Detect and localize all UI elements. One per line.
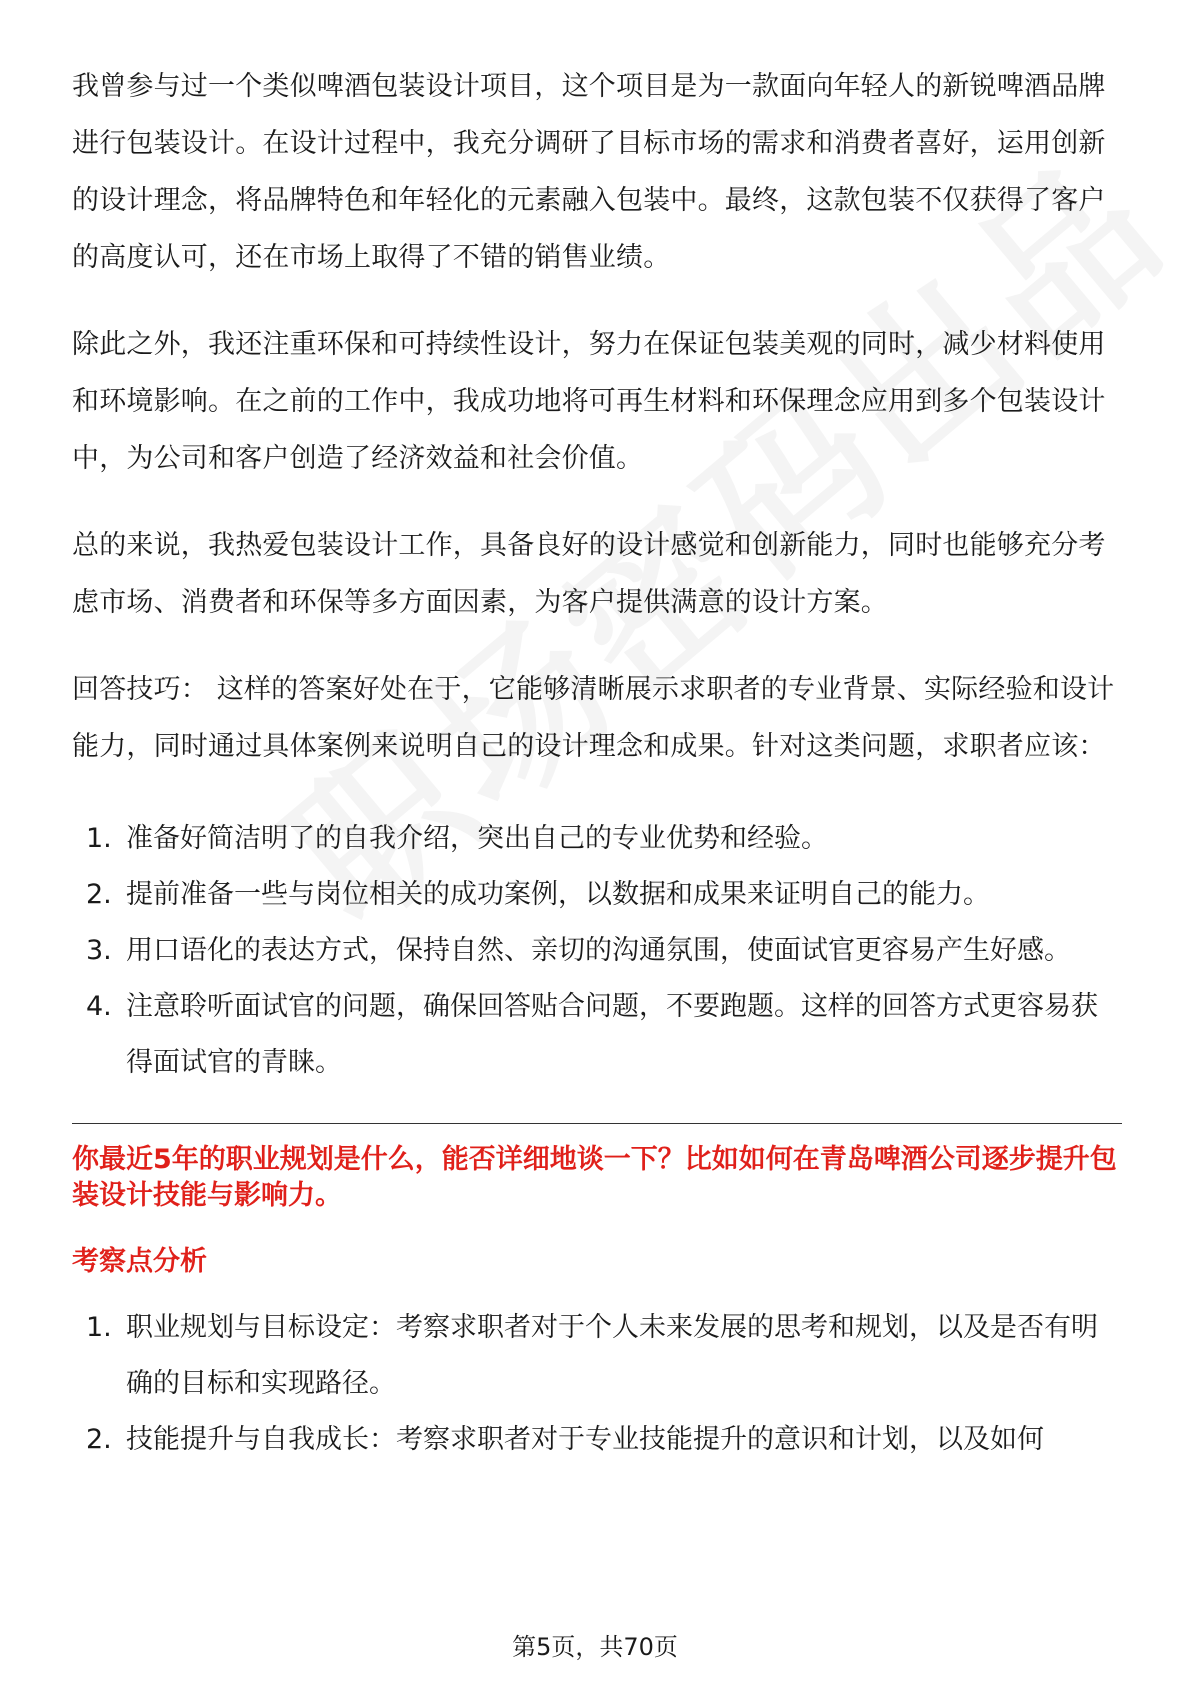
list-item — [72, 1300, 1122, 1412]
list-text: 准备好简洁明了的自我介绍，突出自己的专业优势和经验。 — [126, 823, 828, 854]
list-text: 提前准备一些与岗位相关的成功案例，以数据和成果来证明自己的能力。 — [126, 879, 990, 910]
paragraph-summary: 总的来说，我热爱包装设计工作，具备良好的设计感觉和创新能力，同时也能够充分考虑市场、消费者和环保等多方面因素，为客户提供满意的设计方案。 — [72, 530, 1106, 618]
list-item — [72, 811, 1122, 867]
list-text: 职业规划与目标设定：考察求职者对于个人未来发展的思考和规划，以及是否有明确的目标和实现路径。 — [126, 1312, 1098, 1399]
list-text: 用口语化的表达方式，保持自然、亲切的沟通氛围，使面试官更容易产生好感。 — [126, 935, 1071, 966]
list-item — [72, 979, 1122, 1091]
analysis-list — [72, 1300, 1122, 1468]
list-number: 3. — [86, 935, 112, 966]
list-item — [72, 867, 1122, 923]
list-item — [72, 923, 1122, 979]
analysis-heading: 考察点分析 — [72, 1246, 207, 1277]
list-text: 注意聆听面试官的问题，确保回答贴合问题，不要跑题。这样的回答方式更容易获得面试官的青睐。 — [126, 991, 1098, 1078]
list-item — [72, 1412, 1122, 1468]
section-divider — [72, 1123, 1122, 1124]
interview-question: 你最近5年的职业规划是什么，能否详细地谈一下？比如如何在青岛啤酒公司逐步提升包装设计技能与影响力。 — [72, 1144, 1117, 1211]
list-number: 1. — [86, 1312, 112, 1343]
list-number: 2. — [86, 879, 112, 910]
paragraph-project-experience: 我曾参与过一个类似啤酒包装设计项目，这个项目是为一款面向年轻人的新锐啤酒品牌进行包装设计。在设计过程中，我充分调研了目标市场的需求和消费者喜好，运用创新的设计理念，将品牌特色和年轻化的元素融入包装中。最终，这款包装不仅获得了客户的高度认可，还在市场上取得了不错的销售业绩。 — [72, 71, 1106, 273]
paragraph-sustainability: 除此之外，我还注重环保和可持续性设计，努力在保证包装美观的同时，减少材料使用和环境影响。在之前的工作中，我成功地将可再生材料和环保理念应用到多个包装设计中，为公司和客户创造了经济效益和社会价值。 — [72, 329, 1106, 474]
tips-list — [72, 811, 1122, 1091]
list-number: 2. — [86, 1424, 112, 1455]
list-number: 4. — [86, 991, 112, 1022]
page-content — [72, 58, 1122, 1468]
page-footer: 第5页，共70页 — [512, 1633, 678, 1661]
paragraph-answer-tips: 回答技巧： 这样的答案好处在于，它能够清晰展示求职者的专业背景、实际经验和设计能力，同时通过具体案例来说明自己的设计理念和成果。针对这类问题，求职者应该： — [72, 674, 1115, 762]
list-number: 1. — [86, 823, 112, 854]
list-text: 技能提升与自我成长：考察求职者对于专业技能提升的意识和计划，以及如何 — [126, 1424, 1044, 1455]
